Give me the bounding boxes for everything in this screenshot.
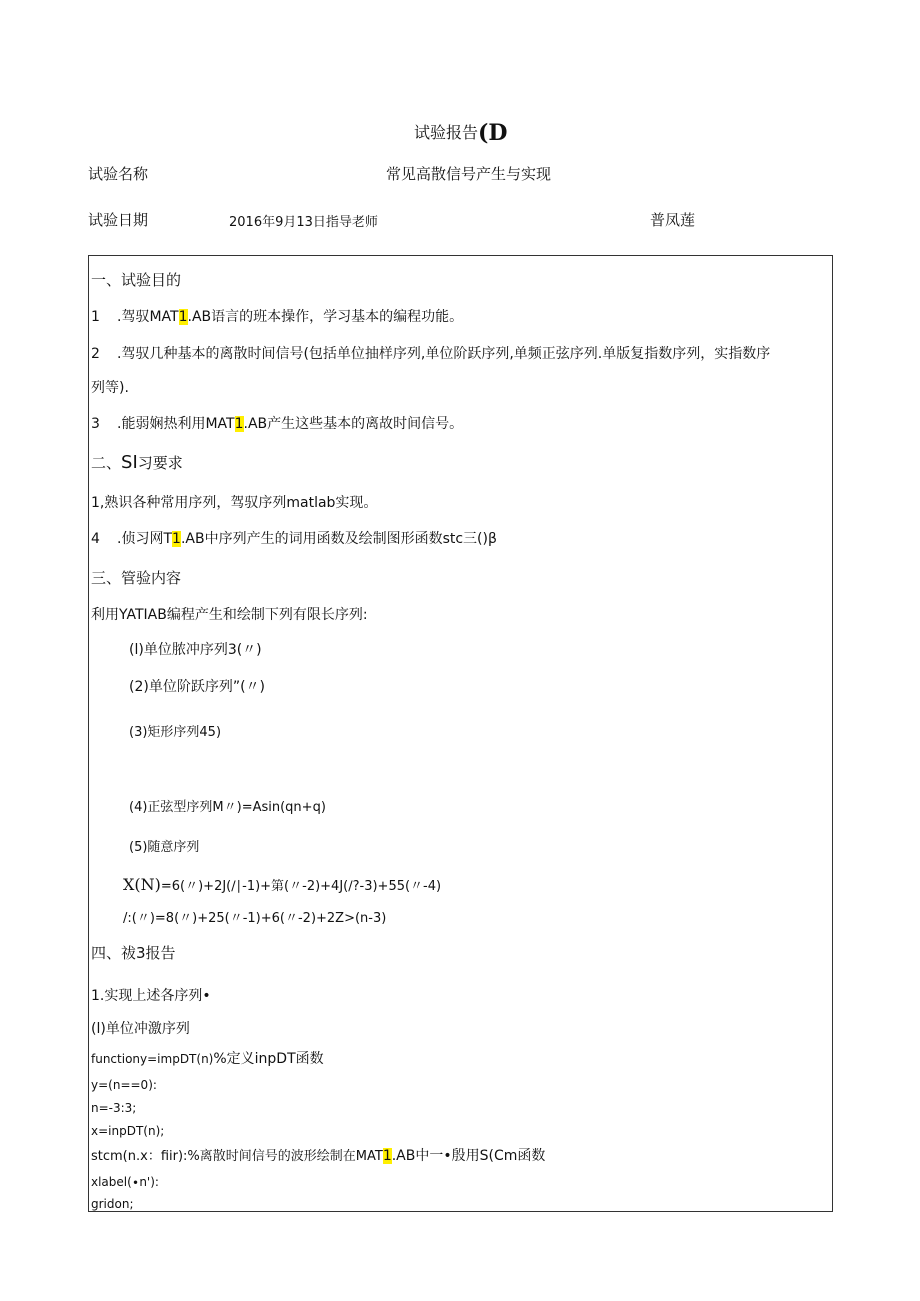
code-line-1-post: %定义inpDT函数 [213, 1051, 324, 1067]
section3-intro: 利用YATIAB编程产生和绘制下列有限长序列: [91, 607, 368, 623]
highlight-mark: 1 [178, 309, 188, 325]
code-line-5-post: .AB中一•殷用S(Cm函数 [391, 1148, 546, 1164]
code-line-5 [91, 1145, 545, 1165]
section2-heading-mid: SI [121, 452, 138, 473]
objective-item-1 [91, 306, 463, 326]
requirement-item-4 [91, 528, 497, 548]
highlight-mark: 1 [234, 416, 244, 432]
report-content-box [88, 255, 833, 1212]
code-line-2: y=(n==0): [91, 1078, 157, 1092]
objective-item-2-cont: 列等). [91, 380, 129, 396]
section4-heading: 四、祓3报告 [91, 944, 176, 962]
experiment-name-value: 常见高散信号产生与实现 [386, 165, 552, 183]
objective-item-2 [91, 343, 770, 363]
objective-item-1-pre: .驾驭MAT [117, 309, 179, 325]
objective-item-3-pre: .能弱娴热利用MAT [117, 416, 235, 432]
experiment-date-value: 2016年9月13日指导老师 [229, 215, 378, 230]
report-title-mark: (D [478, 120, 508, 146]
objective-item-3-post: .AB产生这些基本的离故时间信号。 [243, 416, 464, 432]
sequence-item-3: (3)矩形序列45) [129, 725, 222, 740]
code-line-7: gridon; [91, 1197, 134, 1211]
code-line-6: xlabel(∙n'): [91, 1175, 159, 1189]
section1-heading: 一、试验目的 [91, 271, 182, 289]
objective-item-1-num: 1 [91, 309, 100, 325]
code-line-1-pre: functiony=impDT(n) [91, 1052, 214, 1066]
equation-x-pre: X(N) [123, 875, 161, 894]
report-title-text: 试验报告 [414, 123, 479, 142]
report-title [414, 120, 508, 146]
sequence-item-1: (l)单位脓冲序列3(〃) [129, 642, 262, 658]
requirement-item-1: 1,熟识各种常用序列，驾驭序列matlab实现。 [91, 495, 378, 511]
requirement-item-4-post: .AB中序列产生的词用函数及绘制图形函数stc三()β [180, 531, 497, 547]
requirement-item-4-num: 4 [91, 531, 100, 547]
objective-item-1-post: .AB语言的班本操作，学习基本的编程功能。 [187, 309, 464, 325]
objective-item-3-num: 3 [91, 416, 100, 432]
code-line-4: x=inpDT(n); [91, 1124, 165, 1138]
section2-heading-post: 习要求 [137, 454, 183, 472]
experiment-date-label: 试验日期 [88, 211, 149, 229]
equation-x [123, 875, 441, 894]
highlight-mark: 1 [172, 531, 181, 547]
equation-f: /:(〃)=8(〃)+25(〃-1)+6(〃-2)+2Z>(n-3) [123, 911, 387, 926]
section3-heading: 三、管验内容 [91, 569, 182, 587]
section2-heading-pre: 二、 [91, 454, 122, 472]
teacher-name: 普凤莲 [650, 211, 696, 229]
code-line-3: n=-3:3; [91, 1101, 137, 1115]
code-line-5-pre: stcm(n.x：fiir):%离散时间信号的波形绘制在MAT [91, 1149, 383, 1164]
requirement-item-4-pre: .侦习网T [117, 531, 173, 547]
experiment-name-label: 试验名称 [88, 165, 149, 183]
code-line-1 [91, 1048, 324, 1068]
sequence-item-4: (4)正弦型序列M〃)=Asin(qn+q) [129, 800, 326, 815]
objective-item-2-text: .驾驭几种基本的离散时间信号(包括单位抽样序列,单位阶跃序列,单频正弦序列.单版复指数序列，实指数序 [117, 346, 771, 362]
sequence-item-2: (2)单位阶跃序列”(〃) [129, 679, 266, 695]
sequence-item-5: (5)随意序列 [129, 840, 200, 855]
objective-item-2-num: 2 [91, 346, 100, 362]
report-item-1: 1.实现上述各序列• [91, 988, 211, 1004]
section2-heading [91, 452, 183, 473]
report-subitem-1: (l)单位冲激序列 [91, 1021, 190, 1037]
equation-x-post: =6(〃)+2J(∕∣-1)+第(〃-2)+4J(∕?-3)+55(〃-4) [160, 879, 442, 894]
highlight-mark: 1 [382, 1148, 392, 1164]
objective-item-3 [91, 413, 463, 433]
